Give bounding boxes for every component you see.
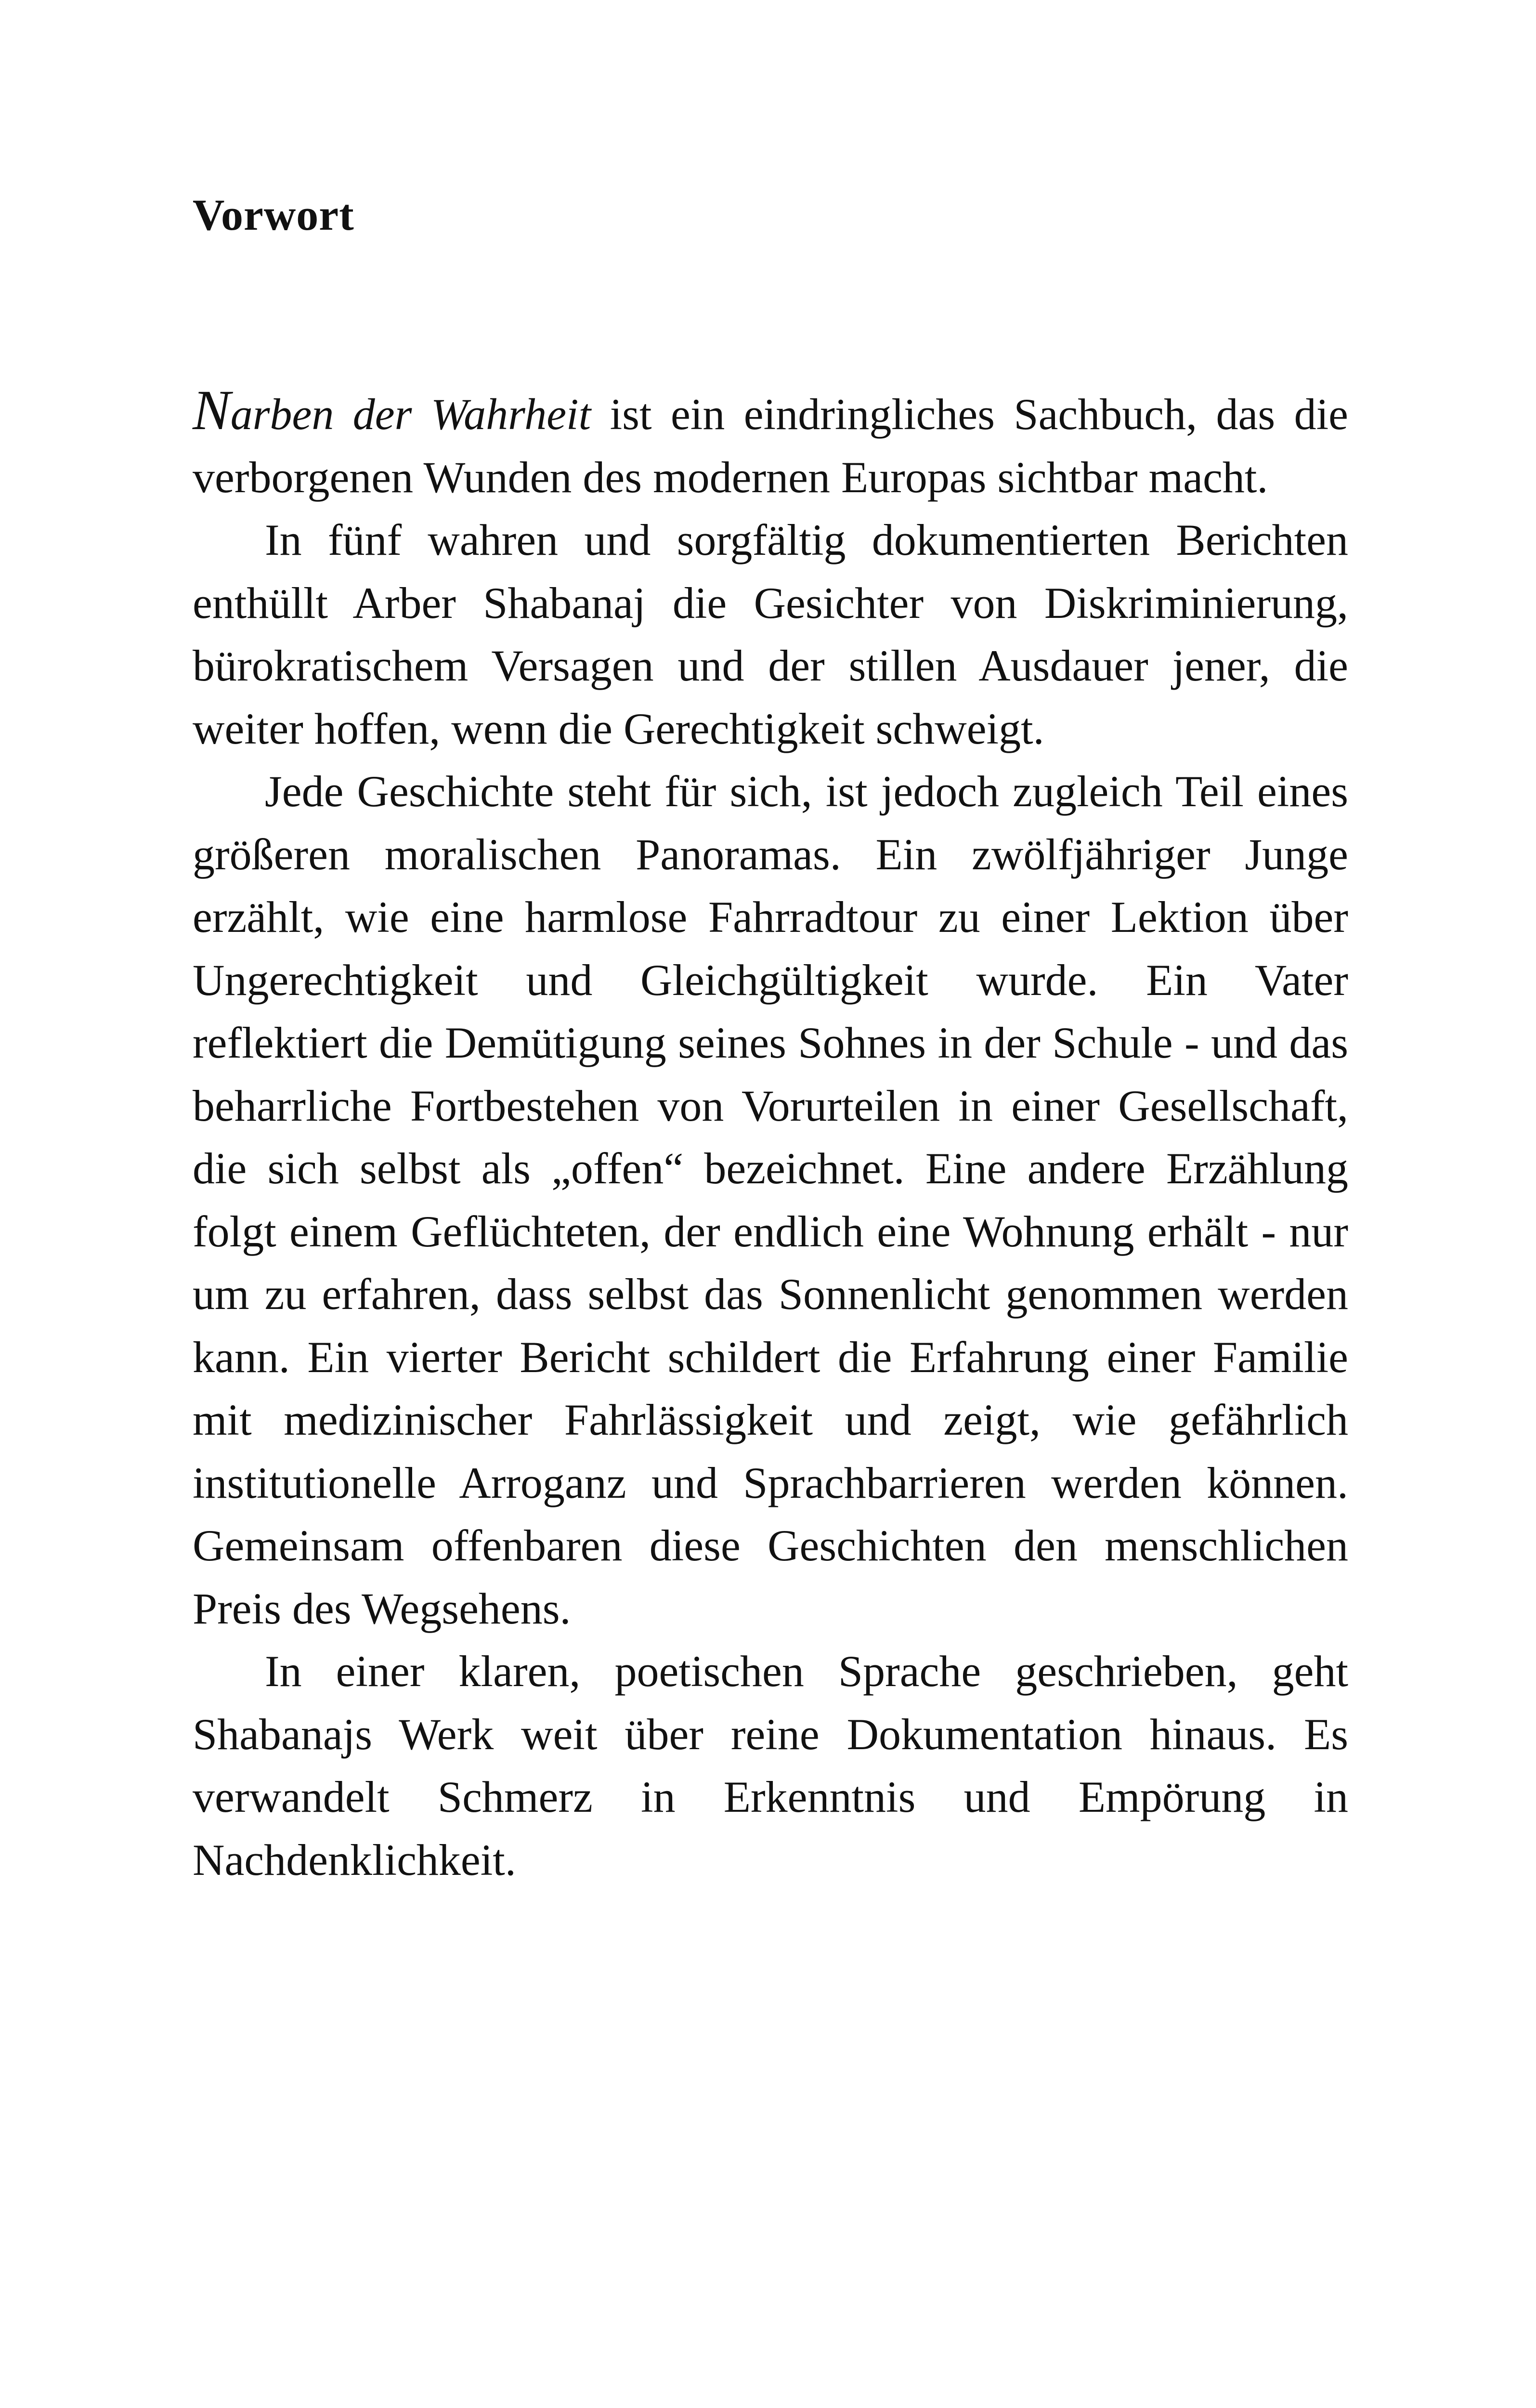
paragraph-intro-text: ist ein eindringliches Sachbuch, das die verborgenen Wunden des modernen Europas sichtbar macht. <box>193 390 1349 502</box>
book-page <box>193 0 1348 2408</box>
book-title-initial: N <box>193 379 231 442</box>
book-title <box>193 379 591 442</box>
paragraph-intro <box>193 379 1348 509</box>
paragraph-stories: Jede Geschichte steht für sich, ist jedoch zugleich Teil eines größeren moralischen Panoramas. Ein zwölfjähriger Junge erzählt, wie eine harmlose Fahrradtour zu einer Lektion über Ungerechtigkeit und Gleichgültigkeit wurde. Ein Vater reflektiert die Demütigung seines Sohnes in der Schule - und das beharrliche Fortbestehen von Vorurteilen in einer Gesellschaft, die sich selbst als „offen“ bezeichnet. Eine andere Erzählung folgt einem Geflüchteten, der endlich eine Wohnung erhält - nur um zu erfahren, dass selbst das Sonnenlicht genommen werden kann. Ein vierter Bericht schildert die Erfahrung einer Familie mit medizinischer Fahrlässigkeit und zeigt, wie gefährlich institutionelle Arroganz und Sprachbarrieren werden können. Gemeinsam offenbaren diese Geschichten den menschlichen Preis des Wegsehens. <box>193 767 1348 1633</box>
preface-body <box>193 379 1348 1891</box>
paragraph-reports: In fünf wahren und sorgfältig dokumentierten Berichten enthüllt Arber Shabanaj die Gesichter von Diskriminierung, bürokratischem Versagen und der stillen Ausdauer jener, die weiter hoffen, wenn die Gerechtigkeit schweigt. <box>193 515 1348 753</box>
paragraph-closing: In einer klaren, poetischen Sprache geschrieben, geht Shabanajs Werk weit über reine Dokumentation hinaus. Es verwandelt Schmerz in Erkenntnis und Empörung in Nachdenklichkeit. <box>193 1647 1348 1885</box>
chapter-heading: Vorwort <box>193 190 354 239</box>
book-title-rest: arben der Wahrheit <box>230 390 591 439</box>
